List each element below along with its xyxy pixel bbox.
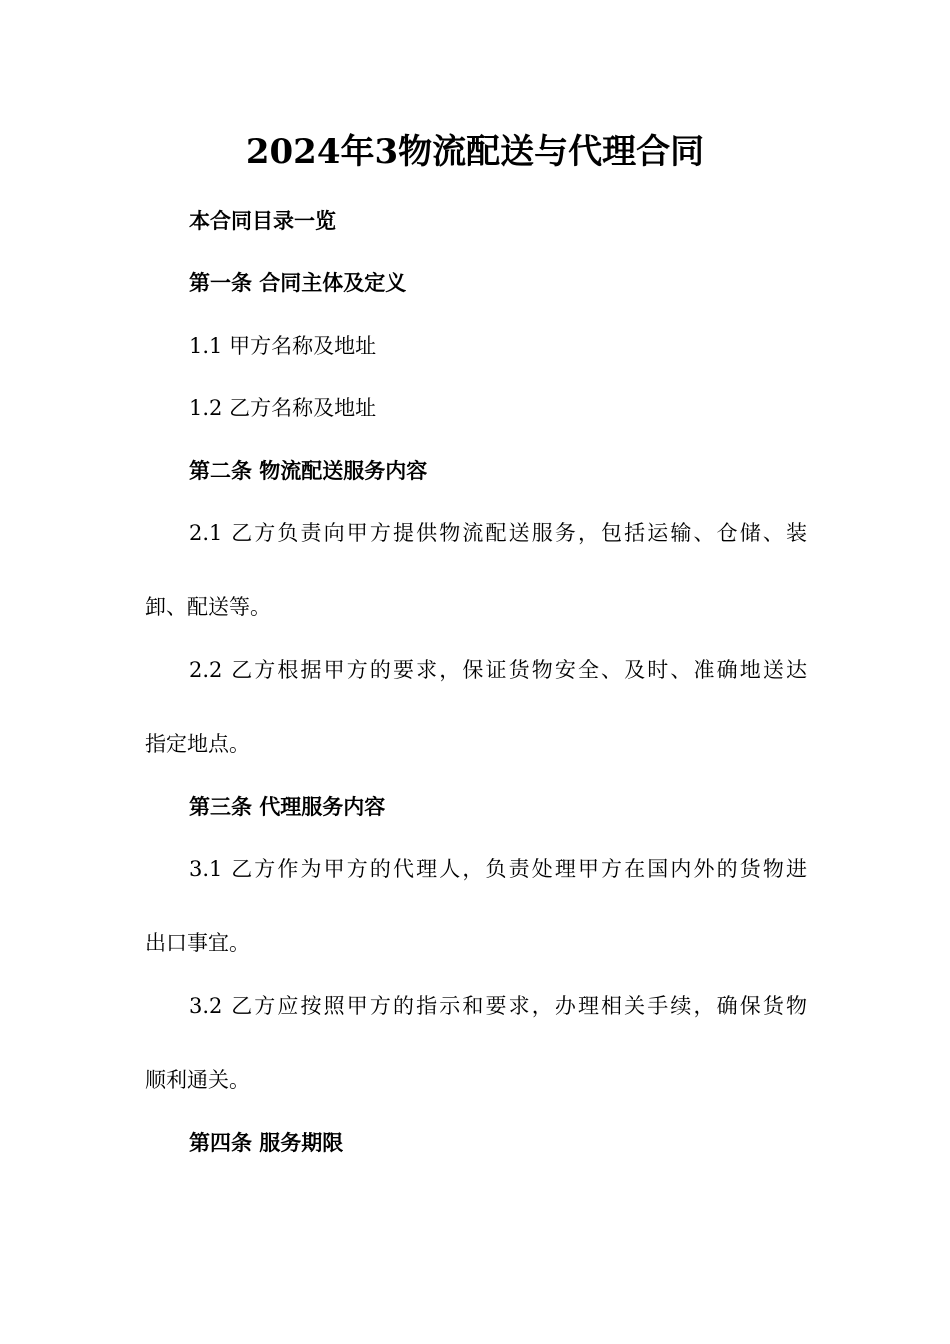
clause-2-2-line-2: 指定地点。 xyxy=(145,732,250,756)
section-heading-1: 第一条 合同主体及定义 xyxy=(189,270,407,295)
clause-3-1-line-2: 出口事宜。 xyxy=(145,931,250,955)
clause-2-1-line-1: 2.1 乙方负责向甲方提供物流配送服务，包括运输、仓储、装 xyxy=(189,521,807,545)
clause-2-2-line-1: 2.2 乙方根据甲方的要求，保证货物安全、及时、准确地送达 xyxy=(189,658,807,682)
section-heading-2: 第二条 物流配送服务内容 xyxy=(189,458,428,483)
clause-3-2-line-2: 顺利通关。 xyxy=(145,1068,250,1092)
clause-1-1: 1.1 甲方名称及地址 xyxy=(189,334,377,358)
section-heading-3: 第三条 代理服务内容 xyxy=(189,794,386,819)
document-title: 2024年3物流配送与代理合同 xyxy=(245,132,705,172)
toc-heading: 本合同目录一览 xyxy=(189,208,336,233)
clause-2-1-line-2: 卸、配送等。 xyxy=(145,595,271,619)
section-heading-4: 第四条 服务期限 xyxy=(189,1130,344,1155)
clause-1-2: 1.2 乙方名称及地址 xyxy=(189,396,377,420)
clause-3-2-line-1: 3.2 乙方应按照甲方的指示和要求，办理相关手续，确保货物 xyxy=(189,994,807,1018)
clause-3-1-line-1: 3.1 乙方作为甲方的代理人，负责处理甲方在国内外的货物进 xyxy=(189,857,807,881)
